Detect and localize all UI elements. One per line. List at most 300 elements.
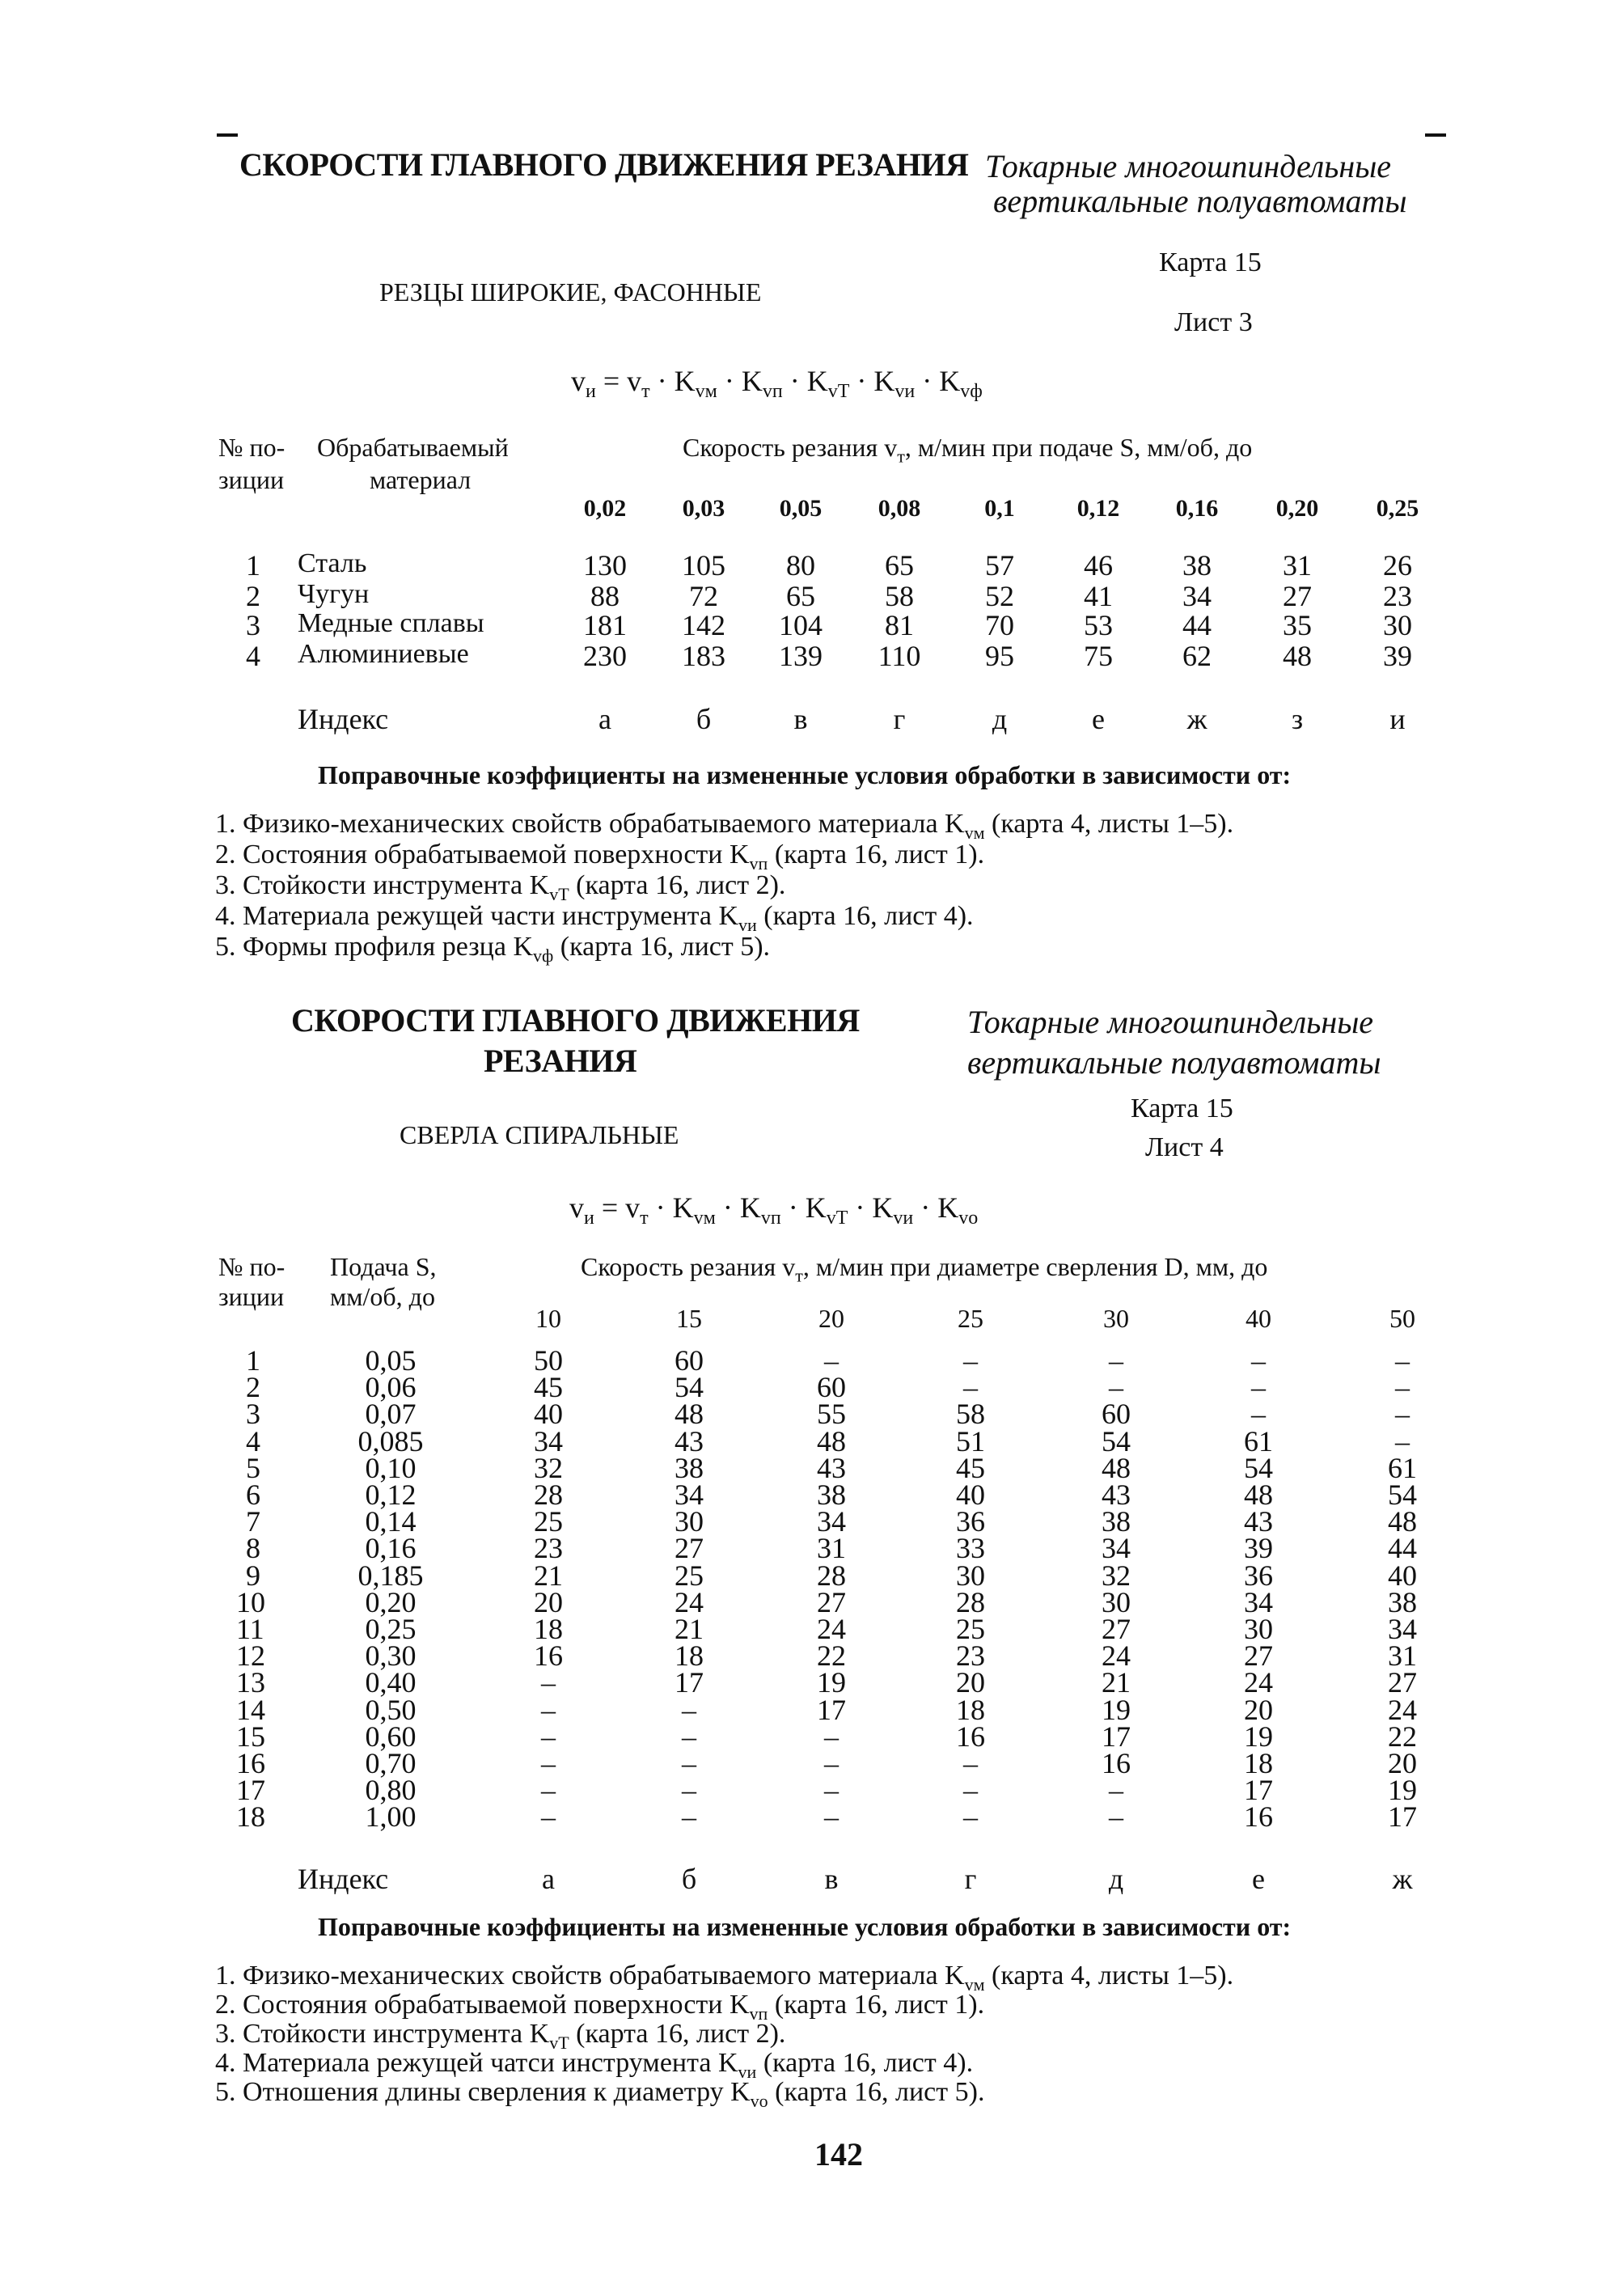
table-cell: 51 bbox=[956, 1424, 985, 1457]
row-feed: 0,085 bbox=[357, 1424, 424, 1457]
note-ref: (карта 4, листы 1–5). bbox=[984, 1961, 1234, 1991]
table-cell: – bbox=[682, 1774, 696, 1807]
table-cell: 35 bbox=[1283, 609, 1312, 641]
note-line bbox=[215, 2077, 984, 2112]
formula-factor-k: K bbox=[741, 365, 763, 397]
table-cell: 34 bbox=[1102, 1532, 1131, 1565]
row-feed: 0,70 bbox=[365, 1747, 417, 1779]
note-line bbox=[215, 901, 974, 936]
formula-factor-k: K bbox=[939, 365, 961, 397]
row-number: 11 bbox=[236, 1613, 264, 1645]
note-text: 2. Состояния обрабатываемой поверхности K bbox=[215, 840, 750, 869]
table-cell: – bbox=[963, 1774, 978, 1807]
table-cell: – bbox=[1109, 1774, 1123, 1807]
table-cell: – bbox=[1109, 1800, 1123, 1834]
table-cell: 75 bbox=[1084, 640, 1113, 672]
note-sub: vи bbox=[738, 2061, 757, 2082]
formula-factor-sub: vм bbox=[693, 1208, 716, 1229]
table-cell: 70 bbox=[985, 609, 1014, 641]
note-sub: vм bbox=[964, 1974, 985, 1995]
section2-index-label: Индекс bbox=[298, 1863, 389, 1895]
table-cell: 34 bbox=[1244, 1585, 1273, 1618]
row-feed: 1,00 bbox=[365, 1800, 417, 1834]
row-feed: 0,20 bbox=[365, 1585, 417, 1618]
table-cell: 43 bbox=[817, 1451, 846, 1484]
table-cell: 52 bbox=[985, 580, 1014, 612]
table-cell: 60 bbox=[675, 1344, 704, 1377]
section1-col-mat-1: Обрабатываемый bbox=[317, 433, 509, 462]
section2-card: Карта 15 bbox=[1131, 1094, 1233, 1123]
note-ref: (карта 16, лист 2). bbox=[569, 2019, 786, 2049]
row-feed: 0,10 bbox=[365, 1451, 417, 1484]
table-cell: 45 bbox=[956, 1451, 985, 1484]
table-cell: 181 bbox=[583, 609, 627, 641]
table-cell: 23 bbox=[534, 1532, 563, 1565]
table-cell: 30 bbox=[1383, 609, 1412, 641]
table-cell: 57 bbox=[985, 549, 1014, 582]
table-cell: 21 bbox=[675, 1613, 704, 1645]
note-ref: (карта 16, лист 4). bbox=[756, 901, 974, 931]
table-cell: – bbox=[1395, 1398, 1410, 1431]
row-material: Алюминиевые bbox=[298, 639, 469, 669]
table-cell: 32 bbox=[1102, 1559, 1131, 1592]
note-ref: (карта 16, лист 1). bbox=[768, 840, 985, 869]
note-line bbox=[215, 932, 770, 967]
section2-col-feed-1: Подача S, bbox=[330, 1252, 437, 1281]
table-cell: 22 bbox=[1388, 1720, 1417, 1753]
table-cell: – bbox=[963, 1800, 978, 1834]
table-cell: 44 bbox=[1388, 1532, 1417, 1565]
table-cell: 33 bbox=[956, 1532, 985, 1565]
row-material: Сталь bbox=[298, 548, 367, 578]
note-sub: vм bbox=[964, 822, 985, 843]
row-feed: 0,14 bbox=[365, 1505, 417, 1538]
row-feed: 0,30 bbox=[365, 1639, 417, 1673]
note-text: 1. Физико-механических свойств обрабатываемого материала K bbox=[215, 809, 965, 839]
row-number: 10 bbox=[236, 1585, 265, 1618]
index-cell: б bbox=[681, 1863, 697, 1895]
table-cell: 48 bbox=[817, 1424, 846, 1457]
table-cell: 16 bbox=[956, 1720, 985, 1753]
table-cell: 46 bbox=[1084, 549, 1113, 582]
formula-factor-k: K bbox=[873, 365, 895, 397]
corner-mark-right bbox=[1425, 133, 1446, 137]
formula-vt-sub: т bbox=[640, 1208, 649, 1229]
row-number: 18 bbox=[236, 1800, 265, 1834]
table-cell: 43 bbox=[675, 1424, 704, 1457]
table-cell: – bbox=[541, 1666, 556, 1699]
table-cell: 17 bbox=[1388, 1800, 1417, 1834]
feed-header-cell: 0,20 bbox=[1275, 495, 1319, 522]
row-number: 1 bbox=[246, 549, 260, 582]
row-feed: 0,12 bbox=[365, 1479, 417, 1511]
formula-dot: · bbox=[915, 365, 940, 397]
table-cell: 95 bbox=[985, 640, 1014, 672]
table-cell: 24 bbox=[1102, 1639, 1131, 1673]
row-number: 4 bbox=[246, 640, 260, 672]
table-cell: 24 bbox=[1244, 1666, 1273, 1699]
note-text: 5. Формы профиля резца K bbox=[215, 932, 534, 962]
note-line bbox=[215, 809, 1233, 844]
table-cell: 53 bbox=[1084, 609, 1113, 641]
table-cell: 39 bbox=[1383, 640, 1412, 672]
formula-dot: · bbox=[780, 1191, 806, 1224]
formula-factor-k: K bbox=[672, 1191, 694, 1224]
section1-col-pos-1: № по- bbox=[218, 433, 285, 462]
formula-factor-sub: vм bbox=[695, 381, 717, 403]
feed-header-cell: 0,05 bbox=[779, 495, 823, 522]
table-cell: 43 bbox=[1244, 1505, 1273, 1538]
row-number: 2 bbox=[246, 580, 260, 612]
table-cell: 18 bbox=[675, 1639, 704, 1673]
diameter-header-cell: 50 bbox=[1389, 1304, 1415, 1333]
table-cell: 61 bbox=[1388, 1451, 1417, 1484]
table-cell: 25 bbox=[534, 1505, 563, 1538]
note-text: 4. Материала режущей чатси инструмента K bbox=[215, 2048, 738, 2078]
formula-v-sub: и bbox=[584, 1208, 594, 1229]
table-cell: 60 bbox=[1102, 1398, 1131, 1431]
table-cell: 54 bbox=[1244, 1451, 1273, 1484]
table-cell: 54 bbox=[675, 1371, 704, 1404]
diameter-header-cell: 20 bbox=[818, 1304, 844, 1333]
corner-mark-left bbox=[217, 133, 238, 137]
index-cell: з bbox=[1291, 703, 1304, 735]
formula-dot: · bbox=[649, 365, 675, 397]
table-cell: 27 bbox=[1244, 1639, 1273, 1673]
table-cell: – bbox=[1395, 1344, 1410, 1377]
table-cell: 27 bbox=[675, 1532, 704, 1565]
table-cell: 88 bbox=[590, 580, 620, 612]
table-cell: 48 bbox=[675, 1398, 704, 1431]
table-cell: – bbox=[541, 1800, 556, 1834]
note-sub: vи bbox=[738, 914, 757, 935]
table-cell: 28 bbox=[956, 1585, 985, 1618]
row-feed: 0,06 bbox=[365, 1371, 417, 1404]
note-line bbox=[215, 840, 984, 874]
table-cell: 19 bbox=[1244, 1720, 1273, 1753]
formula-factor-sub: vп bbox=[760, 1208, 781, 1229]
table-cell: 38 bbox=[675, 1451, 704, 1484]
table-cell: 183 bbox=[682, 640, 725, 672]
section2-title-line2: РЕЗАНИЯ bbox=[484, 1043, 637, 1079]
diameter-header-cell: 15 bbox=[676, 1304, 702, 1333]
index-cell: г bbox=[893, 703, 906, 735]
formula-v-sub: и bbox=[586, 381, 596, 403]
section2-subtitle-line1: Токарные многошпиндельные bbox=[967, 1004, 1374, 1040]
table-cell: 16 bbox=[1102, 1747, 1131, 1779]
note-ref: (карта 16, лист 5). bbox=[553, 932, 771, 962]
table-cell: 21 bbox=[534, 1559, 563, 1592]
table-cell: 24 bbox=[675, 1585, 704, 1618]
row-feed: 0,16 bbox=[365, 1532, 417, 1565]
section2-subtitle-line2: вертикальные полуавтоматы bbox=[967, 1044, 1381, 1081]
table-cell: 58 bbox=[956, 1398, 985, 1431]
table-cell: 36 bbox=[1244, 1559, 1273, 1592]
section1-index-label: Индекс bbox=[298, 703, 389, 735]
table-cell: – bbox=[682, 1693, 696, 1726]
row-number: 16 bbox=[236, 1747, 265, 1779]
table-cell: 41 bbox=[1084, 580, 1113, 612]
index-cell: а bbox=[598, 703, 611, 735]
row-number: 8 bbox=[246, 1532, 260, 1565]
table-cell: 81 bbox=[885, 609, 914, 641]
section1-notes-heading: Поправочные коэффициенты на измененные условия обработки в зависимости от: bbox=[318, 760, 1292, 789]
row-feed: 0,50 bbox=[365, 1693, 417, 1726]
table-cell: 31 bbox=[1283, 549, 1312, 582]
formula-eq: = v bbox=[595, 365, 642, 397]
table-cell: 30 bbox=[675, 1505, 704, 1538]
row-number: 14 bbox=[236, 1693, 265, 1726]
formula-factor-sub: vп bbox=[762, 381, 783, 403]
table-cell: 72 bbox=[689, 580, 718, 612]
formula-factor-k: K bbox=[937, 1191, 959, 1224]
table-cell: – bbox=[541, 1774, 556, 1807]
table-cell: 19 bbox=[1388, 1774, 1417, 1807]
index-cell: и bbox=[1389, 703, 1406, 735]
section1-title: СКОРОСТИ ГЛАВНОГО ДВИЖЕНИЯ РЕЗАНИЯ bbox=[239, 146, 969, 183]
table-cell: – bbox=[682, 1747, 696, 1779]
table-cell: 17 bbox=[1102, 1720, 1131, 1753]
table-cell: – bbox=[1109, 1344, 1123, 1377]
formula-vt-sub: т bbox=[641, 381, 650, 403]
row-material: Чугун bbox=[298, 579, 370, 609]
table-cell: 110 bbox=[878, 640, 921, 672]
section1-card: Карта 15 bbox=[1159, 247, 1262, 277]
note-sub: vТ bbox=[549, 2032, 569, 2053]
table-cell: 48 bbox=[1283, 640, 1312, 672]
feed-header-cell: 0,16 bbox=[1175, 495, 1219, 522]
section2-notes-heading: Поправочные коэффициенты на измененные условия обработки в зависимости от: bbox=[318, 1912, 1292, 1941]
formula-factor-k: K bbox=[806, 365, 828, 397]
row-number: 6 bbox=[246, 1479, 260, 1511]
table-cell: 30 bbox=[1244, 1613, 1273, 1645]
table-cell: 38 bbox=[1388, 1585, 1417, 1618]
row-number: 5 bbox=[246, 1451, 260, 1484]
table-cell: – bbox=[1251, 1344, 1266, 1377]
table-cell: 40 bbox=[1388, 1559, 1417, 1592]
table-cell: 20 bbox=[956, 1666, 985, 1699]
table-cell: 34 bbox=[1182, 580, 1212, 612]
row-number: 2 bbox=[246, 1371, 260, 1404]
section1-formula bbox=[571, 364, 983, 403]
formula-v: v bbox=[571, 365, 586, 397]
formula-dot: · bbox=[913, 1191, 938, 1224]
feed-header-cell: 0,1 bbox=[984, 495, 1015, 522]
index-cell: ж bbox=[1392, 1863, 1413, 1895]
table-cell: – bbox=[1109, 1371, 1123, 1404]
diameter-header-cell: 30 bbox=[1103, 1304, 1129, 1333]
note-sub: vп bbox=[749, 2003, 768, 2024]
section1-col-pos-2: зиции bbox=[218, 465, 285, 494]
table-cell: 17 bbox=[817, 1693, 846, 1726]
table-cell: 34 bbox=[534, 1424, 563, 1457]
row-material: Медные сплавы bbox=[298, 608, 484, 638]
table-cell: 105 bbox=[682, 549, 725, 582]
row-number: 9 bbox=[246, 1559, 260, 1592]
index-cell: д bbox=[1108, 1863, 1124, 1895]
diameter-header-cell: 25 bbox=[958, 1304, 983, 1333]
table-cell: 25 bbox=[956, 1613, 985, 1645]
section2-title-line1: СКОРОСТИ ГЛАВНОГО ДВИЖЕНИЯ bbox=[291, 1002, 860, 1039]
formula-dot: · bbox=[648, 1191, 673, 1224]
formula-v: v bbox=[569, 1191, 584, 1224]
table-cell: 48 bbox=[1102, 1451, 1131, 1484]
table-cell: – bbox=[541, 1747, 556, 1779]
table-cell: 24 bbox=[817, 1613, 846, 1645]
table-cell: 27 bbox=[1102, 1613, 1131, 1645]
table-cell: 61 bbox=[1244, 1424, 1273, 1457]
table-cell: – bbox=[824, 1747, 839, 1779]
diameter-header-cell: 10 bbox=[535, 1304, 561, 1333]
formula-dot: · bbox=[782, 365, 807, 397]
row-number: 3 bbox=[246, 609, 260, 641]
note-text: 3. Стойкости инструмента K bbox=[215, 2019, 550, 2049]
table-cell: 43 bbox=[1102, 1479, 1131, 1511]
note-text: 3. Стойкости инструмента K bbox=[215, 870, 550, 900]
table-cell: 30 bbox=[1102, 1585, 1131, 1618]
table-cell: – bbox=[682, 1720, 696, 1753]
note-sub: vo bbox=[750, 2090, 768, 2111]
feed-header-cell: 0,25 bbox=[1376, 495, 1419, 522]
table-cell: 50 bbox=[534, 1344, 563, 1377]
table-cell: 23 bbox=[956, 1639, 985, 1673]
index-cell: е bbox=[1092, 703, 1105, 735]
table-cell: 23 bbox=[1383, 580, 1412, 612]
index-cell: ж bbox=[1186, 703, 1207, 735]
index-cell: е bbox=[1252, 1863, 1265, 1895]
note-ref: (карта 16, лист 5). bbox=[768, 2077, 985, 2107]
table-cell: 130 bbox=[583, 549, 627, 582]
index-cell: г bbox=[964, 1863, 977, 1895]
section1-sheet: Лист 3 bbox=[1174, 307, 1253, 337]
row-feed: 0,05 bbox=[365, 1344, 417, 1377]
section1-tool: РЕЗЦЫ ШИРОКИЕ, ФАСОННЫЕ bbox=[379, 277, 762, 307]
table-cell: 45 bbox=[534, 1371, 563, 1404]
note-ref: (карта 16, лист 4). bbox=[756, 2048, 974, 2078]
table-cell: 65 bbox=[885, 549, 914, 582]
table-cell: 20 bbox=[534, 1585, 563, 1618]
formula-dot: · bbox=[848, 1191, 873, 1224]
formula-factor-sub: vТ bbox=[827, 381, 850, 403]
table-cell: 18 bbox=[534, 1613, 563, 1645]
table-cell: 31 bbox=[817, 1532, 846, 1565]
section1-subtitle-line2: вертикальные полуавтоматы bbox=[993, 183, 1407, 219]
table-cell: 21 bbox=[1102, 1666, 1131, 1699]
section2-col-pos-1: № по- bbox=[218, 1252, 285, 1281]
table-cell: 80 bbox=[786, 549, 815, 582]
table-cell: – bbox=[824, 1720, 839, 1753]
formula-factor-sub: vТ bbox=[826, 1208, 848, 1229]
formula-factor-sub: vи bbox=[893, 1208, 914, 1229]
section2-speed-header: Скорость резания $v_т$, м/мин при диаметре сверления D, мм, до bbox=[581, 1252, 1268, 1286]
table-cell: – bbox=[824, 1800, 839, 1834]
feed-header-cell: 0,08 bbox=[878, 495, 921, 522]
feed-header-cell: 0,12 bbox=[1076, 495, 1120, 522]
formula-dot: · bbox=[715, 1191, 740, 1224]
table-cell: 27 bbox=[1283, 580, 1312, 612]
table-cell: 104 bbox=[779, 609, 823, 641]
table-cell: 24 bbox=[1388, 1693, 1417, 1726]
table-cell: – bbox=[1395, 1424, 1410, 1457]
table-cell: 48 bbox=[1388, 1505, 1417, 1538]
index-cell: а bbox=[542, 1863, 555, 1895]
table-cell: 54 bbox=[1388, 1479, 1417, 1511]
table-cell: 16 bbox=[534, 1639, 563, 1673]
table-cell: 58 bbox=[885, 580, 914, 612]
index-cell: в bbox=[793, 703, 808, 735]
table-cell: 16 bbox=[1244, 1800, 1273, 1834]
table-cell: 34 bbox=[1388, 1613, 1417, 1645]
formula-factor-k: K bbox=[739, 1191, 761, 1224]
table-cell: 32 bbox=[534, 1451, 563, 1484]
table-cell: 38 bbox=[817, 1479, 846, 1511]
section1-speed-header: Скорость резания $v_т$, м/мин при подаче S, мм/об, до bbox=[683, 433, 1253, 467]
table-cell: 139 bbox=[779, 640, 823, 672]
table-cell: 17 bbox=[675, 1666, 704, 1699]
row-number: 13 bbox=[236, 1666, 265, 1699]
formula-factor-sub: vф bbox=[960, 381, 983, 403]
row-number: 1 bbox=[246, 1344, 260, 1377]
row-feed: 0,185 bbox=[357, 1559, 424, 1592]
formula-factor-sub: vo bbox=[958, 1208, 979, 1229]
table-cell: – bbox=[963, 1371, 978, 1404]
note-sub: vп bbox=[749, 852, 768, 874]
note-sub: vф bbox=[533, 945, 554, 966]
table-cell: 20 bbox=[1244, 1693, 1273, 1726]
diameter-header-cell: 40 bbox=[1245, 1304, 1271, 1333]
table-cell: 25 bbox=[675, 1559, 704, 1592]
table-cell: 36 bbox=[956, 1505, 985, 1538]
table-cell: 26 bbox=[1383, 549, 1412, 582]
table-cell: 27 bbox=[1388, 1666, 1417, 1699]
table-cell: – bbox=[824, 1344, 839, 1377]
note-text: 5. Отношения длины сверления к диаметру K bbox=[215, 2077, 751, 2107]
feed-header-cell: 0,02 bbox=[583, 495, 627, 522]
table-cell: – bbox=[963, 1344, 978, 1377]
table-cell: 20 bbox=[1388, 1747, 1417, 1779]
table-cell: 30 bbox=[956, 1559, 985, 1592]
row-feed: 0,80 bbox=[365, 1774, 417, 1807]
formula-factor-k: K bbox=[872, 1191, 894, 1224]
page-number: 142 bbox=[814, 2136, 863, 2172]
formula-factor-k: K bbox=[805, 1191, 827, 1224]
table-cell: – bbox=[1251, 1398, 1266, 1431]
table-cell: 18 bbox=[956, 1693, 985, 1726]
table-cell: 38 bbox=[1182, 549, 1212, 582]
section1-subtitle-line1: Токарные многошпиндельные bbox=[985, 148, 1392, 184]
formula-dot: · bbox=[717, 365, 742, 397]
section2-formula bbox=[569, 1191, 978, 1229]
section2-col-feed-2: мм/об, до bbox=[330, 1282, 435, 1311]
table-cell: 230 bbox=[583, 640, 627, 672]
row-feed: 0,40 bbox=[365, 1666, 417, 1699]
table-cell: – bbox=[824, 1774, 839, 1807]
formula-dot: · bbox=[849, 365, 874, 397]
table-cell: 40 bbox=[956, 1479, 985, 1511]
section2-tool: СВЕРЛА СПИРАЛЬНЫЕ bbox=[400, 1120, 679, 1149]
formula-factor-k: K bbox=[674, 365, 696, 397]
row-number: 15 bbox=[236, 1720, 265, 1753]
row-number: 3 bbox=[246, 1398, 260, 1431]
row-number: 7 bbox=[246, 1505, 260, 1538]
index-cell: д bbox=[992, 703, 1008, 735]
table-cell: 44 bbox=[1182, 609, 1212, 641]
table-cell: – bbox=[682, 1800, 696, 1834]
table-cell: 48 bbox=[1244, 1479, 1273, 1511]
table-cell: 55 bbox=[817, 1398, 846, 1431]
table-cell: – bbox=[541, 1693, 556, 1726]
note-ref: (карта 16, лист 1). bbox=[768, 1990, 985, 2020]
